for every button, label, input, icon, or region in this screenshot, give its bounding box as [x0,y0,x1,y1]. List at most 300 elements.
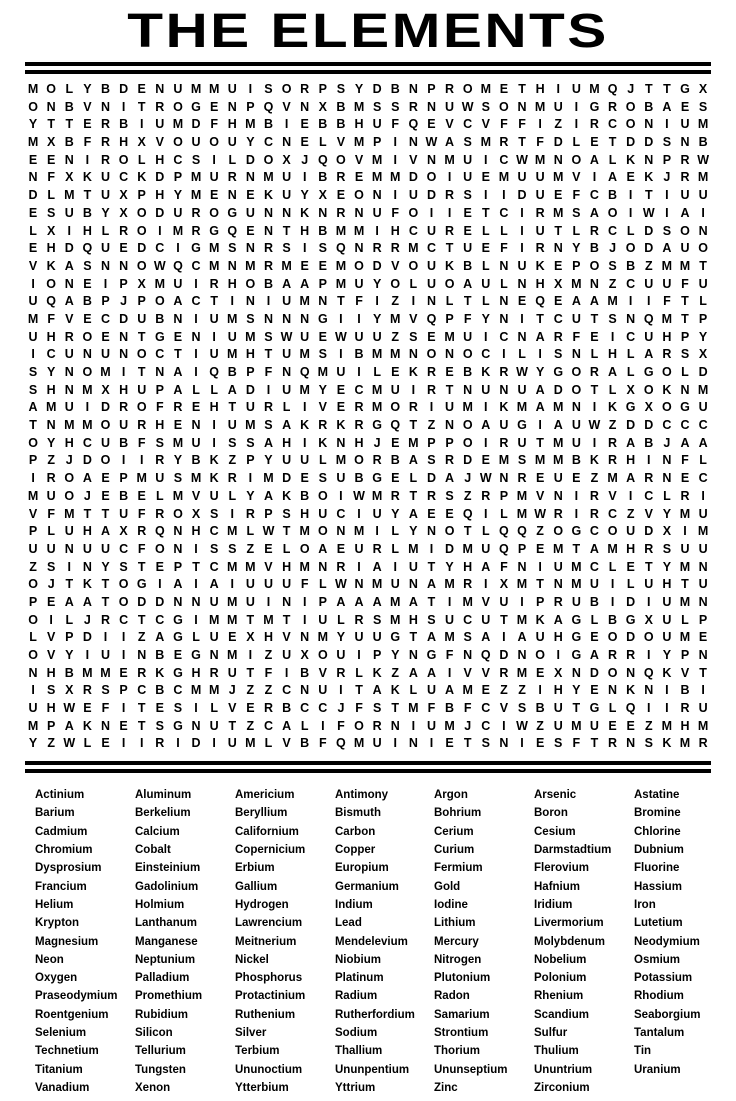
grid-letter: E [517,294,527,309]
grid-letter: T [663,82,671,96]
grid-letter: T [463,736,472,751]
grid-letter: J [464,471,472,486]
grid-letter: I [484,400,488,415]
grid-letter: B [82,294,92,309]
word-list-item: Meitnerium [235,935,297,948]
grid-letter: E [391,365,400,379]
grid-letter: B [463,258,473,273]
grid-letter: F [427,701,436,716]
grid-letter: I [357,559,361,574]
grid-letter: I [665,205,669,220]
grid-letter: H [553,683,563,698]
grid-letter: U [553,701,563,716]
grid-letter: E [680,471,690,486]
grid-letter: I [194,701,198,716]
word-list-item: Tin [634,1045,652,1058]
grid-letter: E [535,665,545,680]
grid-letter: L [590,347,599,362]
word-list-item: Polonium [534,972,587,985]
grid-letter: I [248,648,253,662]
word-list-item: Strontium [434,1026,489,1039]
grid-letter: T [681,577,689,592]
grid-letter: U [463,170,473,185]
grid-letter: O [154,541,165,556]
grid-letter: B [300,665,310,680]
grid-letter: H [64,435,74,450]
grid-letter: T [590,311,599,326]
grid-letter: Y [173,453,183,468]
grid-letter: T [228,400,237,415]
grid-letter: A [354,594,364,609]
grid-letter: G [571,648,582,662]
grid-letter: H [408,612,418,627]
grid-letter: A [445,471,455,486]
grid-letter: N [155,365,165,379]
grid-letter: B [390,453,400,468]
grid-letter: N [173,311,183,326]
grid-letter: D [626,418,636,433]
grid-letter: Q [227,223,238,238]
grid-letter: F [518,117,526,132]
grid-letter: B [227,365,237,379]
grid-letter: M [679,258,691,273]
grid-letter: X [101,382,110,397]
grid-letter: D [119,82,129,96]
grid-letter: O [46,82,57,96]
grid-letter: G [643,365,654,379]
grid-letter: Q [46,294,57,309]
grid-letter: T [590,382,599,397]
grid-letter: I [538,117,542,132]
grid-letter: M [516,577,528,592]
grid-letter: L [608,701,617,716]
grid-letter: N [173,594,183,609]
grid-letter: R [499,665,509,680]
grid-letter: T [391,701,400,716]
grid-letter: N [408,648,418,662]
grid-letter: M [227,524,238,539]
grid-row [24,523,712,541]
grid-letter: A [626,435,636,450]
grid-letter: N [408,82,418,96]
grid-letter: C [608,117,618,132]
grid-letter: L [481,223,490,238]
grid-letter: U [517,435,527,450]
word-list-item: Hassium [634,880,682,893]
grid-letter: O [444,524,455,539]
word-list-item: Rutherfordium [335,1008,415,1021]
grid-letter: R [499,365,509,379]
grid-letter: I [574,488,579,503]
grid-letter: I [520,241,524,256]
grid-letter: A [481,559,491,574]
grid-letter: U [589,718,599,733]
grid-letter: I [139,117,144,132]
grid-letter: R [662,347,672,362]
grid-letter: E [246,223,255,238]
grid-letter: N [662,453,672,468]
grid-letter: H [282,559,292,574]
grid-letter: P [698,612,708,627]
grid-letter: S [662,541,672,556]
grid-letter: I [592,435,597,450]
grid-letter: G [136,577,147,592]
grid-letter: O [136,258,147,273]
word-list-item: Arsenic [534,789,577,802]
grid-letter: N [64,152,74,167]
word-list-item: Nitrogen [434,953,482,966]
grid-letter: V [481,117,490,132]
grid-letter: T [427,559,436,574]
grid-letter: D [119,311,129,326]
grid-letter: E [119,718,128,733]
grid-letter: H [46,382,56,397]
grid-letter: I [31,347,35,362]
word-list-item: Neon [35,953,64,966]
grid-letter: C [662,418,672,433]
grid-letter: T [518,135,526,150]
word-list-item: Mercury [434,935,479,948]
grid-letter: M [190,188,202,203]
grid-letter: N [571,665,581,680]
grid-letter: I [176,241,180,256]
grid-letter: E [572,471,581,486]
grid-letter: O [354,258,364,273]
grid-letter: O [281,82,292,96]
grid-letter: I [230,577,234,592]
grid-letter: P [445,311,454,326]
grid-letter: R [626,648,636,662]
grid-letter: N [282,205,292,220]
grid-letter: I [31,276,35,291]
grid-letter: U [300,329,310,344]
grid-letter: M [462,683,473,698]
grid-letter: E [554,258,563,273]
grid-letter: A [571,294,581,309]
grid-letter: J [83,612,91,627]
word-list-item: Promethium [135,990,203,1003]
grid-letter: G [589,99,600,114]
word-list-item: Plutonium [434,972,491,985]
grid-letter: R [372,541,382,556]
grid-letter: E [336,400,346,415]
grid-letter: D [589,665,599,680]
grid-letter: Y [409,524,418,539]
grid-letter: A [626,471,636,486]
grid-letter: U [209,594,219,609]
word-list-item: Iron [634,898,656,911]
grid-letter: M [679,630,691,645]
grid-letter: Q [263,99,274,114]
grid-letter: S [246,435,255,450]
grid-letter: I [302,612,307,627]
grid-letter: M [516,488,528,503]
grid-letter: N [245,241,255,256]
grid-letter: U [644,577,654,592]
grid-letter: B [390,82,400,96]
word-list-item: Americium [235,789,295,802]
grid-letter: G [173,630,183,645]
grid-letter: U [336,471,346,486]
grid-letter: U [517,170,527,185]
grid-row [24,488,712,506]
word-list-item: Gadolinium [135,880,199,893]
grid-letter: C [553,311,563,326]
word-list-item: Osmium [634,953,681,966]
grid-letter: U [191,135,201,150]
grid-letter: I [357,365,361,379]
grid-letter: E [680,99,690,114]
grid-letter: F [391,117,400,132]
word-list-item: Protactinium [235,990,306,1003]
grid-letter: V [46,648,56,662]
grid-letter: X [554,665,563,680]
grid-letter: K [626,152,636,167]
word-list-item: Rhodium [634,990,684,1003]
grid-letter: I [502,347,506,362]
grid-letter: Z [518,683,526,698]
word-list-item: Dubnium [634,844,684,857]
grid-letter: M [136,471,147,486]
grid-letter: O [209,205,220,220]
grid-letter: L [626,365,635,379]
grid-letter: B [100,82,110,96]
grid-letter: N [82,347,92,362]
grid-letter: O [426,347,437,362]
grid-letter: K [209,453,219,468]
grid-row [24,612,712,630]
grid-letter: X [282,152,291,167]
word-list-item: Chlorine [634,825,681,838]
title-divider [25,62,711,74]
grid-letter: Z [391,329,400,344]
grid-letter: I [85,152,90,167]
grid-letter: M [679,506,691,521]
grid-letter: E [155,701,164,716]
grid-letter: A [608,170,618,185]
grid-letter: M [444,329,455,344]
grid-letter: H [155,152,165,167]
grid-letter: O [462,82,473,96]
grid-letter: M [571,718,582,733]
grid-letter: E [173,329,183,344]
grid-letter: O [390,276,401,291]
word-list-item: Samarium [434,1008,490,1021]
grid-letter: K [662,382,672,397]
grid-letter: E [535,471,545,486]
grid-letter: X [662,524,672,539]
grid-letter: S [228,435,237,450]
grid-letter: N [263,205,273,220]
grid-letter: M [227,347,238,362]
grid-letter: H [46,701,56,716]
grid-letter: E [246,188,255,203]
grid-letter: O [662,400,672,415]
divider-line [25,70,711,74]
grid-letter: Y [535,365,545,379]
grid-letter: D [644,418,654,433]
word-list-item: Magnesium [35,935,99,948]
grid-letter: M [27,311,39,326]
grid-letter: M [462,594,473,609]
grid-letter: U [698,188,708,203]
grid-letter: T [337,294,345,309]
grid-letter: I [103,276,108,291]
grid-letter: E [445,365,454,379]
grid-letter: T [572,701,581,716]
grid-letter: T [644,188,653,203]
grid-letter: T [282,223,291,238]
grid-letter: M [571,559,582,574]
grid-letter: Y [318,382,327,397]
word-list-item: Ruthenium [235,1008,296,1021]
grid-letter: M [335,276,347,291]
grid-letter: M [390,594,401,609]
grid-row [24,700,712,718]
grid-letter: A [336,594,346,609]
grid-letter: I [610,329,615,344]
grid-letter: V [28,506,38,521]
grid-letter: T [246,612,255,627]
grid-letter: U [209,488,219,503]
word-list-item: Neptunium [135,953,196,966]
grid-letter: I [647,594,651,609]
word-list-item: Oxygen [35,972,78,985]
grid-letter: N [354,577,364,592]
grid-letter: N [517,559,527,574]
grid-letter: I [520,205,524,220]
grid-letter: A [589,294,599,309]
grid-letter: R [589,223,599,238]
grid-letter: L [282,541,291,556]
grid-letter: T [536,311,544,326]
grid-letter: U [209,311,219,326]
grid-letter: M [299,559,310,574]
grid-letter: A [100,524,110,539]
grid-letter: S [644,736,653,751]
grid-letter: A [282,276,292,291]
grid-letter: I [339,488,343,503]
grid-letter: T [536,435,544,450]
grid-letter: W [516,152,528,167]
grid-letter: E [300,258,309,273]
grid-letter: N [517,99,527,114]
grid-letter: U [372,506,382,521]
grid-letter: N [698,594,708,609]
grid-letter: Z [264,648,273,662]
grid-letter: A [173,577,183,592]
grid-letter: T [264,347,273,362]
grid-row [24,718,712,736]
grid-letter: A [318,541,328,556]
grid-letter: D [553,382,563,397]
grid-letter: M [553,205,564,220]
grid-letter: A [408,453,418,468]
puzzle-page [0,2,736,1101]
grid-letter: C [209,524,219,539]
grid-letter: U [282,577,292,592]
grid-letter: Q [154,524,165,539]
grid-letter: E [481,683,490,698]
grid-letter: E [463,205,472,220]
grid-letter: S [119,559,128,574]
grid-letter: L [681,365,689,379]
grid-letter: A [408,594,418,609]
grid-letter: U [626,524,636,539]
grid-letter: W [153,258,166,273]
grid-letter: A [372,594,382,609]
grid-letter: I [665,188,669,203]
grid-letter: M [281,258,292,273]
word-list-item: Fluorine [634,862,680,875]
grid-letter: E [101,488,110,503]
grid-letter: I [212,736,216,751]
grid-letter: V [318,400,327,415]
grid-letter: N [390,718,400,733]
grid-letter: M [371,488,383,503]
grid-letter: R [608,435,618,450]
grid-letter: I [31,471,35,486]
grid-letter: Y [264,453,273,468]
grid-letter: I [520,594,524,609]
grid-letter: I [194,577,198,592]
grid-letter: B [626,258,636,273]
grid-letter: L [355,665,363,680]
grid-letter: U [336,648,346,662]
grid-letter: I [628,294,633,309]
grid-letter: B [336,117,346,132]
grid-letter: V [46,630,56,645]
grid-letter: L [47,188,55,203]
word-list-item: Lutetium [634,917,683,930]
grid-letter: Q [317,152,328,167]
grid-letter: R [445,188,455,203]
grid-letter: N [64,276,74,291]
grid-letter: M [390,311,401,326]
grid-letter: P [318,276,327,291]
grid-letter: V [65,311,74,326]
grid-letter: V [481,594,490,609]
grid-letter: M [679,559,691,574]
grid-letter: P [499,488,509,503]
grid-letter: O [209,135,220,150]
grid-letter: H [463,559,473,574]
grid-letter: T [137,701,146,716]
grid-letter: S [463,630,472,645]
grid-letter: O [100,453,111,468]
grid-letter: U [445,99,455,114]
grid-letter: M [299,347,310,362]
grid-letter: B [318,223,328,238]
grid-letter: E [481,241,490,256]
grid-letter: L [210,382,218,397]
grid-letter: I [429,541,434,556]
grid-letter: A [173,365,183,379]
grid-letter: I [683,524,687,539]
grid-letter: C [408,223,418,238]
grid-letter: E [427,329,436,344]
grid-letter: I [447,205,452,220]
grid-letter: M [353,736,365,751]
grid-letter: I [484,329,488,344]
grid-letter: S [318,471,327,486]
grid-letter: A [372,559,382,574]
grid-letter: Y [662,506,672,521]
grid-letter: G [426,648,437,662]
grid-letter: C [173,152,183,167]
grid-letter: N [698,559,708,574]
grid-letter: M [480,82,491,96]
